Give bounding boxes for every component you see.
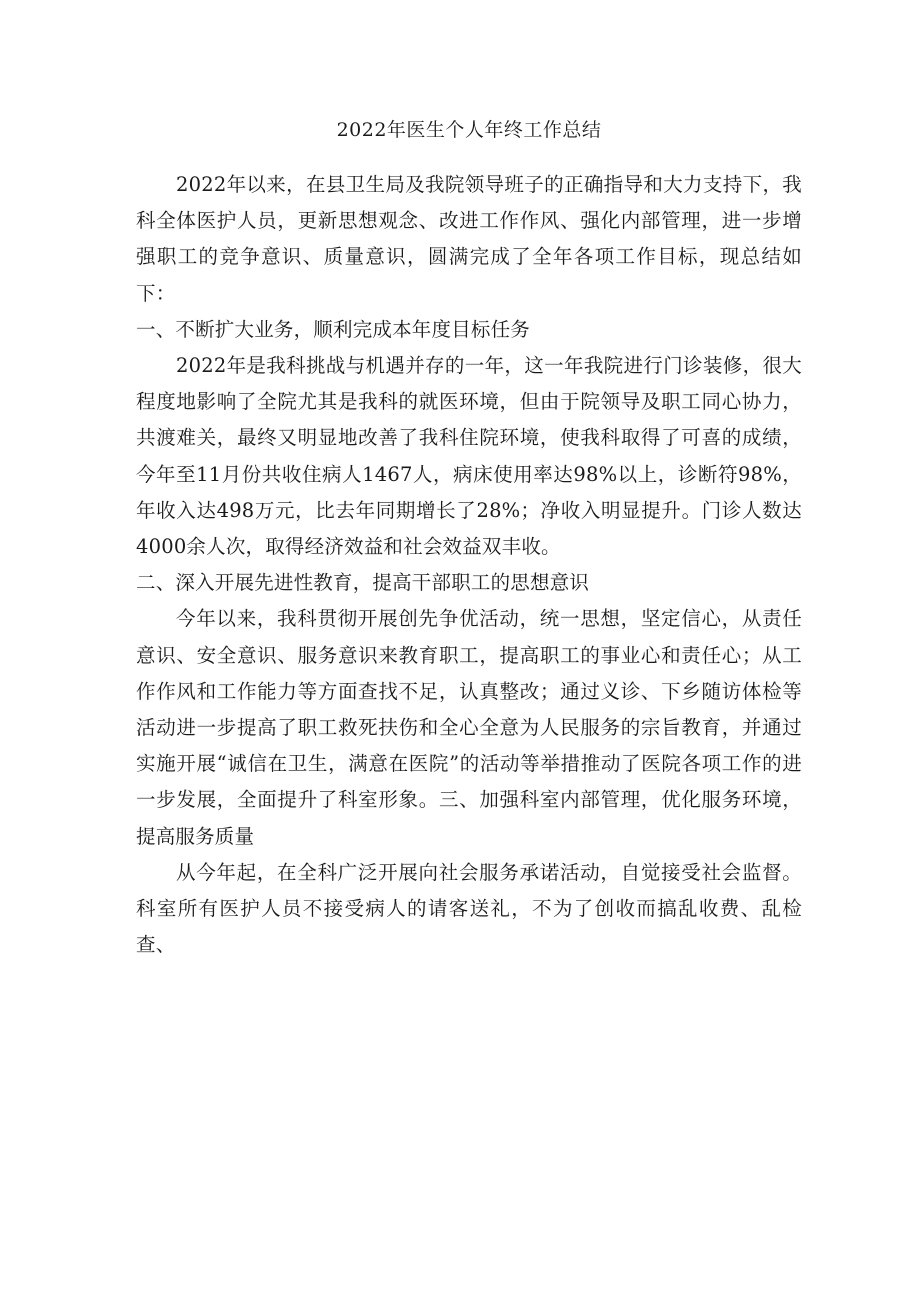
- section-3-paragraph: 从今年起，在全科广泛开展向社会服务承诺活动，自觉接受社会监督。科室所有医护人员不接受病人的请客送礼，不为了创收而搞乱收费、乱检查、: [136, 860, 802, 957]
- intro-paragraph: 2022年以来，在县卫生局及我院领导班子的正确指导和大力支持下，我科全体医护人员，更新思想观念、改进工作作风、强化内部管理，进一步增强职工的竞争意识、质量意识，圆满完成了全年各项工作目标，现总结如下：: [136, 173, 802, 305]
- document-title: 2022年医生个人年终工作总结: [336, 119, 602, 141]
- section-1-heading: 一、不断扩大业务，顺利完成本年度目标任务: [136, 317, 531, 341]
- section-2-paragraph: 今年以来，我科贯彻开展创先争优活动，统一思想，坚定信心，从责任意识、安全意识、服务意识来教育职工，提高职工的事业心和责任心；从工作作风和工作能力等方面查找不足，认真整改；通过义诊、下乡随访体检等活动进一步提高了职工救死扶伤和全心全意为人民服务的宗旨教育，并通过实施开展“诚信在卫生，满意在医院”的活动等举措推动了医院各项工作的进一步发展，全面提升了科室形象。三、加强科室内部管理，优化服务环境，提高服务质量: [136, 607, 802, 848]
- section-1-paragraph: 2022年是我科挑战与机遇并存的一年，这一年我院进行门诊装修，很大程度地影响了全院尤其是我科的就医环境，但由于院领导及职工同心协力，共渡难关，最终又明显地改善了我科住院环境，使我科取得了可喜的成绩，今年至11月份共收住病人1467人，病床使用率达98%以上，诊断符98%，年收入达498万元，比去年同期增长了28%；净收入明显提升。门诊人数达4000余人次，取得经济效益和社会效益双丰收。: [136, 354, 802, 559]
- section-2-heading: 二、深入开展先进性教育，提高干部职工的思想意识: [136, 571, 590, 595]
- document-body: [136, 118, 802, 963]
